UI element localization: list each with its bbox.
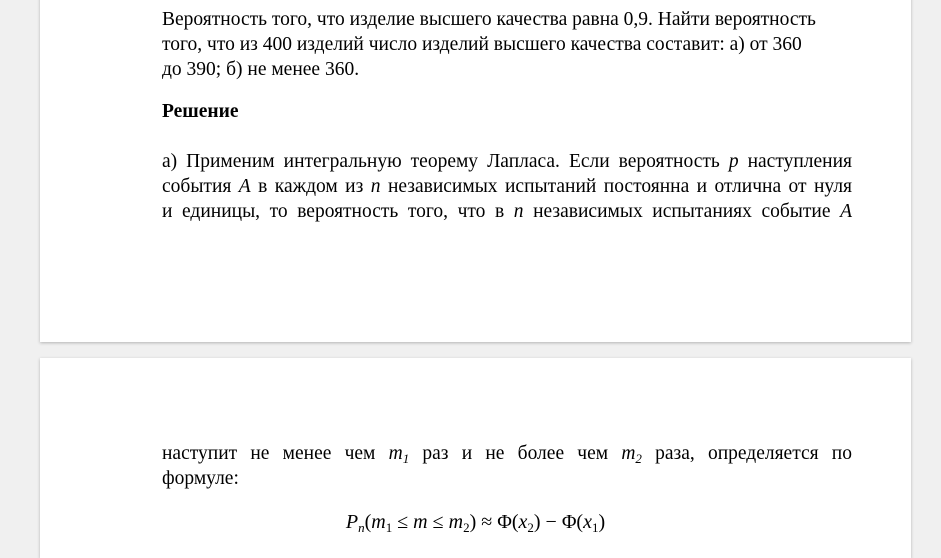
math-m: m bbox=[413, 511, 428, 533]
text-run: раз и не более чем bbox=[422, 443, 609, 464]
continuation-paragraph bbox=[162, 441, 852, 491]
text-run: и единицы, то вероятность того, что в bbox=[162, 201, 505, 222]
math-subscript: 2 bbox=[635, 451, 642, 466]
laplace-formula bbox=[40, 511, 911, 534]
text-run: в каждом из bbox=[258, 176, 364, 197]
math-m: m bbox=[448, 511, 464, 533]
continuation-line-2: формуле: bbox=[162, 468, 239, 489]
math-subscript: 1 bbox=[591, 520, 599, 535]
problem-statement bbox=[162, 7, 852, 82]
math-var-m bbox=[621, 443, 642, 464]
math-subscript: 2 bbox=[463, 520, 470, 535]
problem-line-1: Вероятность того, что изделие высшего качества равна 0,9. Найти вероятность bbox=[162, 9, 816, 30]
text-run: независимых испытаниях событие bbox=[533, 201, 831, 222]
math-leq: ≤ bbox=[392, 511, 414, 533]
math-var-A: A bbox=[840, 201, 853, 222]
solution-heading: Решение bbox=[162, 101, 239, 122]
text-run: события bbox=[162, 176, 232, 197]
math-x: x bbox=[518, 511, 528, 533]
para-a-line-1 bbox=[162, 149, 852, 174]
math-x: x bbox=[583, 511, 592, 533]
text-run: независимых испытаний постоянна и отлична от нуля bbox=[387, 176, 853, 197]
math-minus-phi: ) − Φ( bbox=[533, 511, 584, 533]
solution-paragraph-a bbox=[162, 149, 852, 224]
math-subscript: 1 bbox=[402, 451, 410, 466]
text-run: наступления bbox=[747, 151, 853, 172]
math-var-n: n bbox=[513, 201, 524, 222]
math-var-m bbox=[389, 443, 410, 464]
text-run: а) Применим интегральную теорему Лапласа. Если вероятность bbox=[162, 151, 720, 172]
math-P: P bbox=[345, 511, 359, 533]
math-paren: ) bbox=[598, 511, 606, 533]
problem-line-3: до 390; б) не менее 360. bbox=[162, 59, 360, 80]
math-leq: ≤ bbox=[427, 511, 449, 533]
text-run: раза, определяется по bbox=[655, 443, 852, 464]
math-m: m bbox=[621, 443, 636, 464]
continuation-line-1 bbox=[162, 441, 852, 466]
math-paren: ( bbox=[364, 511, 372, 533]
math-approx-phi: ) ≈ Φ( bbox=[469, 511, 519, 533]
math-subscript: n bbox=[358, 520, 365, 535]
text-run: наступит не менее чем bbox=[162, 443, 376, 464]
math-subscript: 1 bbox=[385, 520, 393, 535]
math-m: m bbox=[371, 511, 386, 533]
problem-line-2: того, что из 400 изделий число изделий высшего качества составит: а) от 360 bbox=[162, 34, 802, 55]
math-var-A: A bbox=[238, 176, 251, 197]
math-m: m bbox=[388, 443, 403, 464]
math-var-n: n bbox=[370, 176, 381, 197]
document-page-1 bbox=[40, 0, 911, 342]
math-subscript: 2 bbox=[527, 520, 534, 535]
para-a-line-2 bbox=[162, 174, 852, 199]
document-page-2 bbox=[40, 358, 911, 558]
para-a-line-3 bbox=[162, 199, 852, 224]
math-var-p: p bbox=[728, 151, 739, 172]
